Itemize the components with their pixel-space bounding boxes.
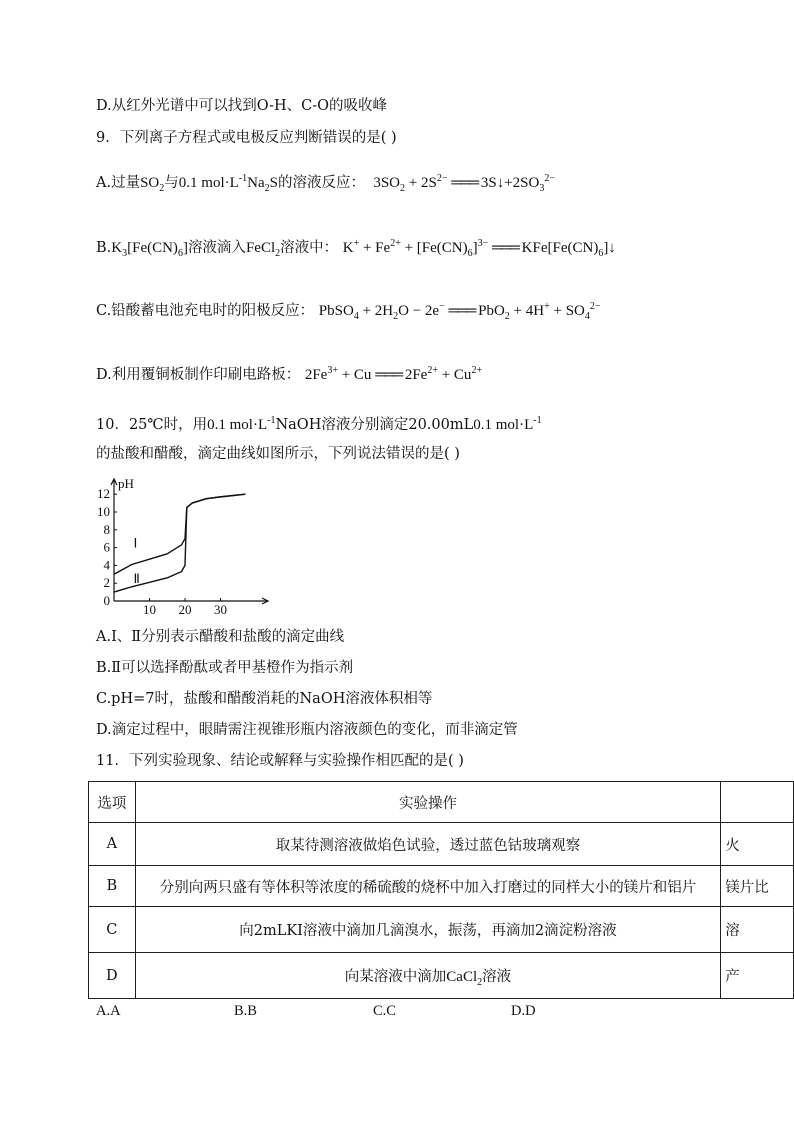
header-option: 选项 [89,782,136,823]
y-tick-label: 12 [97,486,110,502]
row-option: B [89,866,136,907]
x-tick-label: 30 [214,602,227,616]
q10-stem-line1: 10．25℃时，用0.1 $mol\cdot L^{-1}NaOH$溶液分别滴定20.00mL0.1 $mol\cdot L^{-1}$ [96,415,542,433]
y-tick-label: 2 [103,575,110,591]
series-label: Ⅱ [133,571,140,587]
row-phenomenon: 火 [721,823,794,866]
q10-option-a: A.Ⅰ、Ⅱ分别表示醋酸和盐酸的滴定曲线 [96,629,345,645]
row-phenomenon: 产 [721,953,794,999]
q10-option-d: D.滴定过程中，眼睛需注视锥形瓶内溶液颜色的变化，而非滴定管 [96,722,518,738]
q9-option-d: D.利用覆铜板制作印刷电路板： $2Fe^{3+} + Cu$ ═══ $2Fe^{2+} + Cu^{2+}$ [96,365,483,383]
q9-option-a: A.过量$SO_2$与0.1 $mol\cdot L^{-1}Na_2S$的溶液反应： $3SO_2 + 2S^{2-}$ ═══ $3S↓+2SO_3^{2-}$ [96,173,555,194]
row-phenomenon: 溶 [721,907,794,953]
q10-option-c: C.pH=7时，盐酸和醋酸消耗的NaOH溶液体积相等 [96,691,433,707]
series-label: Ⅰ [133,535,138,551]
y-axis-label: pH [118,476,134,491]
table-row [89,907,794,953]
x-tick-label: 20 [178,602,192,616]
row-phenomenon: 镁片比 [721,866,794,907]
row-option: D [89,953,136,999]
titration-chart [92,476,282,616]
row-operation: 分别向两只盛有等体积等浓度的稀硫酸的烧杯中加入打磨过的同样大小的镁片和铝片 [135,866,721,907]
header-operation: 实验操作 [135,782,721,823]
curve-1 [114,494,245,574]
row-option: C [89,907,136,953]
q10-stem-line2: 的盐酸和醋酸，滴定曲线如图所示，下列说法错误的是( ) [96,446,460,462]
y-tick-label: 8 [103,521,110,537]
table-row [89,866,794,907]
answer-option-a: A.A [96,1003,121,1019]
q8-option-d: D.从红外光谱中可以找到O-H、C-O的吸收峰 [96,98,388,114]
row-operation: 向某溶液中滴加CaCl$_2$溶液 [135,953,721,999]
q11-stem: 11．下列实验现象、结论或解释与实验操作相匹配的是( ) [96,753,464,769]
table-row [89,823,794,866]
chart-ticks [97,486,227,616]
y-tick-label: 4 [103,557,110,573]
q9-stem: 9．下列离子方程式或电极反应判断错误的是( ) [96,130,397,146]
row-operation: 向2mLKI溶液中滴加几滴溴水，振荡，再滴加2滴淀粉溶液 [135,907,721,953]
answer-option-d: D.D [511,1003,536,1019]
row-option: A [89,823,136,866]
q9-option-b: $B.K_3[Fe(CN)_6]$溶液滴入FeCl$_2$溶液中： $K^+ + Fe^{2+} + [Fe(CN)_6]^{3-}$ ═══ $KFe[Fe(CN)_6]↓$ [96,238,616,259]
header-phenomenon [721,782,794,823]
table-row [89,953,794,999]
q10-option-b: B.Ⅱ可以选择酚酞或者甲基橙作为指示剂 [96,660,354,676]
y-tick-label: 6 [103,539,110,555]
row-operation: 取某待测溶液做焰色试验，透过蓝色钴玻璃观察 [135,823,721,866]
y-tick-label: 10 [97,504,110,519]
x-tick-label: 10 [143,602,156,616]
answer-option-b: B.B [234,1003,257,1019]
answer-option-c: C.C [373,1003,396,1019]
y-tick-label: 0 [103,593,110,608]
chart-curves [114,494,245,592]
q9-option-c: C.铅酸蓄电池充电时的阳极反应： PbSO$_4$ + $2H_2O - 2e^-$ ═══ $PbO_2 + 4H^+ + SO_4^{2-}$ [96,301,601,322]
experiment-table [88,781,794,999]
table-header-row [89,782,794,823]
